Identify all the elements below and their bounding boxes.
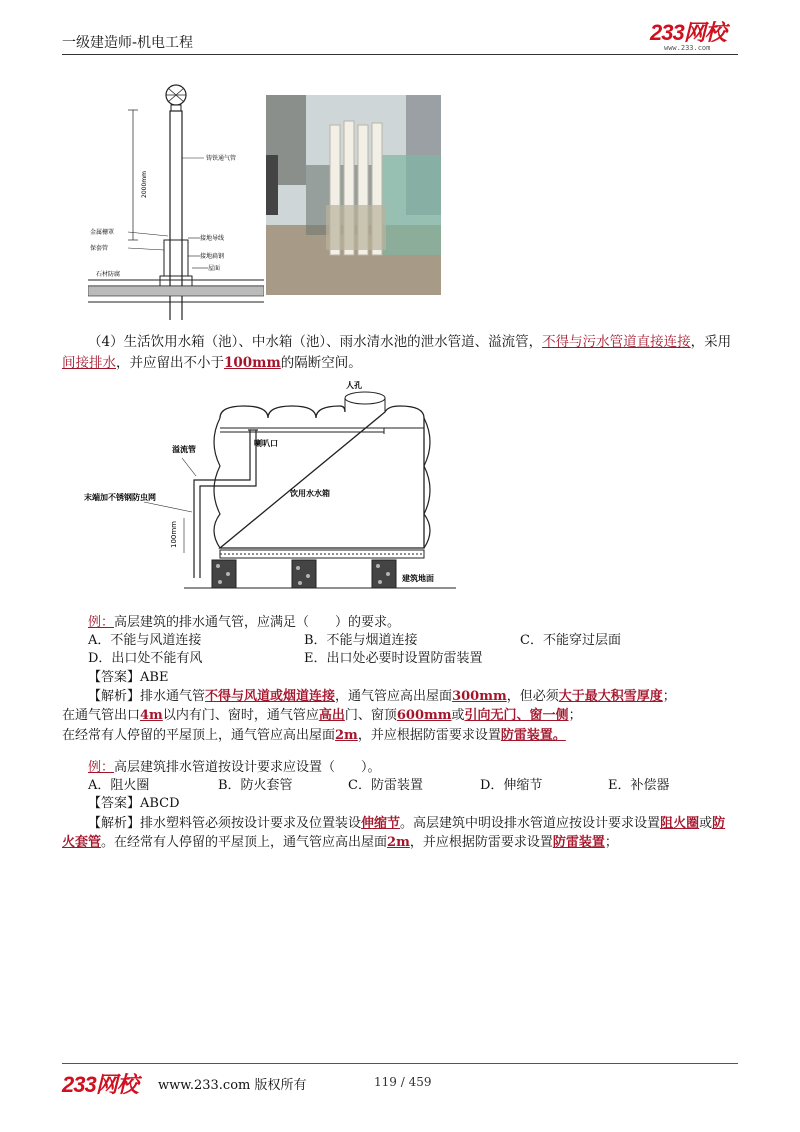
q2-analysis-text: ，并应根据防雷要求设置 <box>409 835 553 850</box>
vent-pipe-photo <box>266 95 441 295</box>
manhole-label: 人孔 <box>346 381 362 390</box>
q2-analysis-highlight: 防雷装置 <box>552 835 605 850</box>
q1-options-row-2 <box>88 650 738 668</box>
para4-mid-1: ，采用 <box>690 334 732 350</box>
q1-analysis-highlight: 引向无门、窗一侧 <box>464 708 569 723</box>
vent-ground-wire-label: 接地导线 <box>200 235 225 242</box>
q1-analysis-text: 门、窗顶 <box>344 708 397 723</box>
q1-analysis-text: ； <box>662 689 676 704</box>
q1-analysis-value: 4m <box>140 708 163 723</box>
q2-analysis-text: 。高层建筑中明设排水管道应按设计要求设置 <box>400 816 661 831</box>
q2-analysis-text: 。在经常有人停留的平屋顶上，通气管应高出屋面 <box>101 835 388 850</box>
q1-option-b[interactable]: B．不能与烟道连接 <box>304 633 418 648</box>
footer-divider <box>62 1063 738 1064</box>
q1-analysis-text: 在经常有人停留的平屋顶上，通气管应高出屋面 <box>62 728 336 743</box>
q1-analysis-value: 300mm <box>452 689 507 704</box>
q1-analysis-text: ，通气管应高出屋面 <box>335 689 453 704</box>
q1-stem <box>88 614 738 632</box>
q1-options-row-1 <box>88 632 738 650</box>
q2-analysis-text: 或 <box>699 816 713 831</box>
q1-analysis <box>62 688 752 745</box>
overflow-label: 溢流管 <box>172 445 196 454</box>
q1-option-a[interactable]: A．不能与风道连接 <box>88 633 202 648</box>
page-header-title: 一级建造师-机电工程 <box>62 35 194 51</box>
q1-analysis-text: 排水通气管 <box>140 689 206 704</box>
q2-analysis <box>62 814 738 852</box>
q1-option-e[interactable]: E．出口处必要时设置防雷装置 <box>304 651 483 666</box>
q1-analysis-text: ，但必须 <box>506 689 559 704</box>
question-1 <box>88 614 738 668</box>
q2-analysis-highlight: 伸缩节 <box>361 816 401 831</box>
ground-label: 建筑地面 <box>402 574 434 583</box>
q2-option-a[interactable]: A．阻火圈 <box>88 778 150 793</box>
para4-mid-2: ，并应留出不小于 <box>116 355 224 371</box>
brand-logo-text: 233网校 <box>650 20 726 45</box>
q2-options-row <box>88 777 738 795</box>
para4-prefix: （4）生活饮用水箱（池）、中水箱（池）、雨水清水池的泄水管道、溢流管， <box>88 334 543 350</box>
q2-analysis-highlight: 阻火圈 <box>660 816 700 831</box>
q1-option-c[interactable]: C．不能穿过层面 <box>520 633 621 648</box>
footer-copyright: www.233.com 版权所有 <box>158 1078 307 1093</box>
vent-roof-label: 屋面 <box>208 265 221 272</box>
para4-suffix: 的隔断空间。 <box>280 355 362 371</box>
q1-analysis-highlight: 大于最大积雪厚度 <box>558 689 663 704</box>
tank-label: 饮用水水箱 <box>290 489 330 498</box>
paragraph-4 <box>62 332 742 374</box>
vent-stone-label: 石材防腐 <box>96 271 121 278</box>
para4-highlight-1: 不得与污水管道直接连接 <box>542 334 691 350</box>
q2-option-c[interactable]: C．防雷装置 <box>348 778 423 793</box>
q1-analysis-value: 2m <box>335 728 358 743</box>
q2-lead: 例： <box>88 760 115 775</box>
q2-analysis-tag: 【解析】 <box>88 816 141 831</box>
gap-label: 100mm <box>170 521 178 548</box>
brand-logo-url: www.233.com <box>664 44 711 52</box>
q2-stem <box>88 759 738 777</box>
q1-analysis-tag: 【解析】 <box>88 689 141 704</box>
q2-analysis-text: 排水塑料管必须按设计要求及位置装设 <box>140 816 362 831</box>
vent-height-label: 2000mm <box>141 171 148 198</box>
vent-pipe-label: 铸铁通气管 <box>206 155 237 162</box>
header-divider <box>62 54 738 55</box>
q2-analysis-highlight: 防火套管 <box>62 816 726 850</box>
q1-stem-text: 高层建筑的排水通气管，应满足（ ）的要求。 <box>114 615 401 630</box>
footer-logo[interactable]: 233网校 <box>62 1072 138 1097</box>
q1-lead: 例： <box>88 615 115 630</box>
q1-analysis-text: 在通气管出口 <box>62 708 141 723</box>
vent-ground-strip-label: 接地扁钢 <box>200 253 225 260</box>
para4-highlight-3: 100mm <box>224 355 281 371</box>
vent-pipe-diagram <box>88 80 264 320</box>
q2-stem-text: 高层建筑排水管道按设计要求应设置（ ）。 <box>114 760 381 775</box>
q1-answer: 【答案】ABE <box>88 670 169 685</box>
bellmouth-label: 喇叭口 <box>254 439 278 448</box>
vent-sleeve-label: 保套管 <box>90 245 109 252</box>
q2-option-d[interactable]: D．伸缩节 <box>480 778 543 793</box>
q2-analysis-text: ； <box>604 835 618 850</box>
q1-analysis-text: 以内有门、窗时，通气管应 <box>162 708 319 723</box>
q1-analysis-highlight: 高出 <box>318 708 345 723</box>
water-tank-diagram <box>84 378 456 596</box>
q1-option-d[interactable]: D．出口处不能有风 <box>88 651 203 666</box>
question-2 <box>88 759 738 795</box>
q2-analysis-value: 2m <box>387 835 410 850</box>
q2-option-b[interactable]: B．防火套管 <box>218 778 293 793</box>
para4-highlight-2: 间接排水 <box>62 355 116 371</box>
brand-logo[interactable] <box>650 22 736 52</box>
q2-answer: 【答案】ABCD <box>88 796 180 811</box>
vent-cap-label: 金属栅罩 <box>90 229 115 236</box>
q1-analysis-text: ，并应根据防雷要求设置 <box>357 728 501 743</box>
q1-analysis-text: 或 <box>451 708 465 723</box>
page-number: 119 / 459 <box>374 1075 432 1089</box>
screen-label: 末端加不锈钢防虫网 <box>84 493 156 502</box>
q1-analysis-highlight: 不得与风道或烟道连接 <box>205 689 336 704</box>
q2-option-e[interactable]: E．补偿器 <box>608 778 670 793</box>
q1-analysis-text: ； <box>568 708 582 723</box>
q1-analysis-highlight: 防雷装置。 <box>500 728 566 743</box>
q1-analysis-value: 600mm <box>396 708 452 723</box>
